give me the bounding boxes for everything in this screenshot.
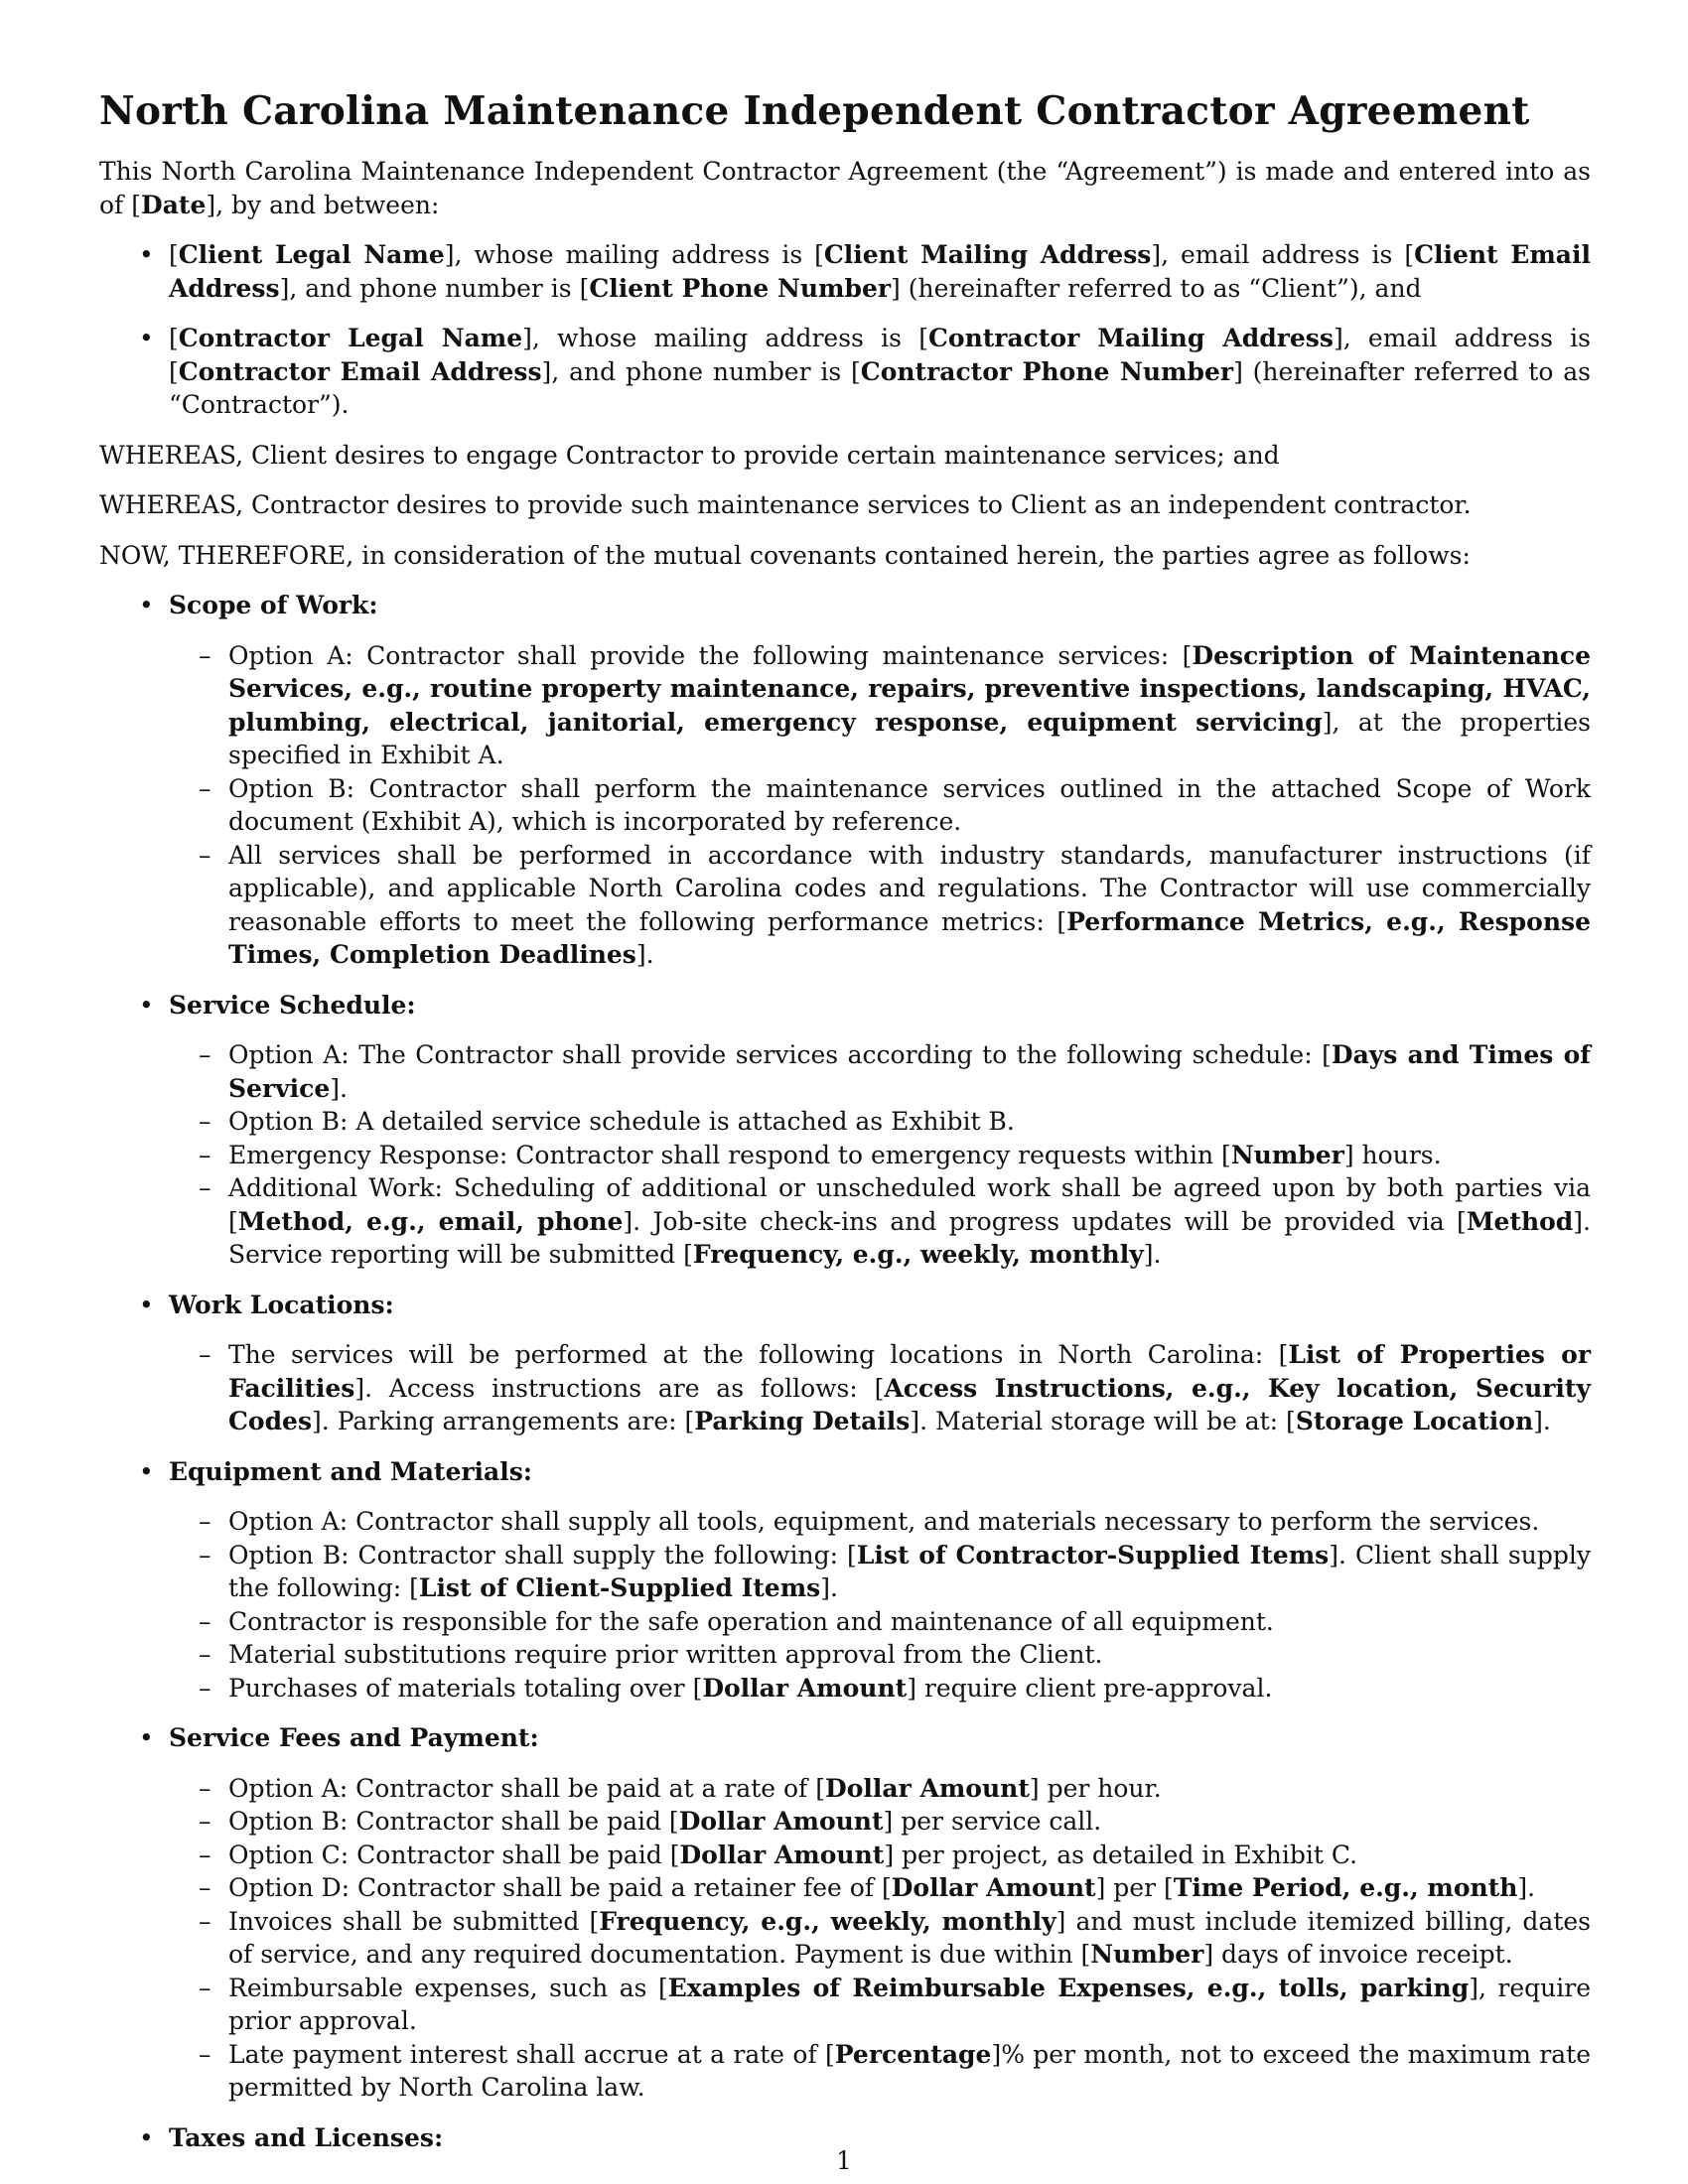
recital-3: NOW, THEREFORE, in consideration of the mutual covenants contained herein, the parties agree as follows:	[99, 540, 1471, 570]
section-scope-of-work	[99, 589, 1591, 972]
list-item: – Purchases of materials totaling over [Dollar Amount] require client pre-approval.	[169, 1672, 1591, 1706]
bullet-icon: •	[139, 1456, 154, 1486]
recital-1: WHEREAS, Client desires to engage Contractor to provide certain maintenance services; and	[99, 440, 1280, 470]
section-fees-payment	[99, 1721, 1591, 2105]
parties-list	[99, 238, 1591, 422]
dash-icon: –	[199, 840, 211, 870]
section-service-schedule	[99, 989, 1591, 1272]
bullet-icon: •	[139, 990, 154, 1020]
dash-icon: –	[199, 1640, 211, 1669]
dash-icon: –	[199, 1673, 211, 1703]
section-title: Taxes and Licenses:	[169, 2122, 444, 2152]
section-equipment-materials	[99, 1455, 1591, 1706]
list-item: – Reimbursable expenses, such as [Examples of Reimbursable Expenses, e.g., tolls, parking], require prior approval.	[199, 1973, 1592, 2035]
bullet-icon: •	[139, 324, 154, 352]
dash-icon: –	[199, 1606, 211, 1636]
section-title: Equipment and Materials:	[169, 1456, 533, 1486]
list-item: – Option B: Contractor shall supply the following: [List of Contractor-Supplied Items]. Client shall supply the following: [List of Client-Supplied Items].	[199, 1540, 1591, 1602]
date-placeholder: Date	[141, 190, 207, 219]
dash-icon: –	[199, 1807, 211, 1836]
dash-icon: –	[199, 1173, 211, 1202]
section-title: Service Fees and Payment:	[169, 1723, 539, 1752]
section-title: Work Locations:	[169, 1290, 394, 1319]
party-client: • [Client Legal Name], whose mailing address is [Client Mailing Address], email address is [Client Email Address], and phone number is [Client Phone Number] (hereinafter referred to as “Client”), and	[139, 240, 1591, 303]
party-contractor: • [Contractor Legal Name], whose mailing address is [Contractor Mailing Address], email address is [Contractor Email Address], and phone number is [Contractor Phone Number] (hereinafter referred to as “Contractor”).	[139, 324, 1591, 419]
list-item: – Option C: Contractor shall be paid [Dollar Amount] per project, as detailed in Exhibit C.	[169, 1839, 1591, 1872]
recital-2: WHEREAS, Contractor desires to provide such maintenance services to Client as an independent contractor.	[99, 490, 1472, 519]
list-item: – The services will be performed at the following locations in North Carolina: [List of Properties or Facilities]. Access instructions are as follows: [Access Instructions, e.g., Key location, Security Codes]. Parking arrangements are: [Parking Details]. Material storage will be at: [Storage Location].	[199, 1340, 1592, 1435]
page-title: North Carolina Maintenance Independent Contractor Agreement	[99, 88, 1530, 134]
list-item: – Option A: Contractor shall supply all tools, equipment, and materials necessary to perform the services.	[169, 1505, 1591, 1539]
list-item: – Option A: Contractor shall provide the following maintenance services: [Description of Maintenance Services, e.g., routine property maintenance, repairs, preventive inspections, landscaping, HVAC, plumbing, electrical, janitorial, emergency response, equipment servicing], at the properties specified in Exhibit A.	[199, 640, 1591, 769]
dash-icon: –	[199, 1773, 211, 1803]
dash-icon: –	[199, 1840, 211, 1869]
list-item: – Option A: The Contractor shall provide services according to the following schedule: [Days and Times of Service].	[199, 1040, 1591, 1103]
bullet-icon: •	[139, 1723, 154, 1752]
list-item: – Option B: A detailed service schedule is attached as Exhibit B.	[169, 1105, 1591, 1139]
list-item: – Contractor is responsible for the safe operation and maintenance of all equipment.	[169, 1605, 1591, 1639]
bullet-icon: •	[139, 1290, 154, 1319]
dash-icon: –	[199, 1973, 211, 2002]
list-item: – Option B: Contractor shall be paid [Dollar Amount] per service call.	[169, 1805, 1591, 1839]
list-item: – Emergency Response: Contractor shall respond to emergency requests within [Number] hours.	[169, 1139, 1591, 1172]
section-work-locations	[99, 1289, 1591, 1438]
section-title: Scope of Work:	[169, 591, 378, 619]
dash-icon: –	[199, 640, 211, 670]
list-item: – Additional Work: Scheduling of additional or unscheduled work shall be agreed upon by both parties via [Method, e.g., email, phone]. Job-site check-ins and progress updates will be provided via [Method]. Service reporting will be submitted [Frequency, e.g., weekly, monthly].	[199, 1173, 1591, 1269]
list-item: – Material substitutions require prior written approval from the Client.	[169, 1638, 1591, 1672]
page-number: 1	[836, 2146, 852, 2175]
list-item: – Late payment interest shall accrue at a rate of [Percentage]% per month, not to exceed the maximum rate permitted by North Carolina law.	[199, 2039, 1591, 2102]
intro-paragraph: This North Carolina Maintenance Independent Contractor Agreement (the “Agreement”) is made and entered into as of [Date], by and between:	[99, 157, 1591, 219]
section-title: Service Schedule:	[169, 990, 416, 1020]
list-item: – All services shall be performed in accordance with industry standards, manufacturer instructions (if applicable), and applicable North Carolina codes and regulations. The Contractor will use commercially reasonable efforts to meet the following performance metrics: [Performance Metrics, e.g., Response Times, Completion Deadlines].	[199, 840, 1591, 969]
list-item: – Option A: Contractor shall be paid at a rate of [Dollar Amount] per hour.	[169, 1772, 1591, 1806]
bullet-icon: •	[139, 591, 154, 619]
dash-icon: –	[199, 773, 211, 803]
dash-icon: –	[199, 1873, 211, 1902]
list-item: – Invoices shall be submitted [Frequency, e.g., weekly, monthly] and must include itemized billing, dates of service, and any required documentation. Payment is due within [Number] days of invoice receipt.	[199, 1906, 1591, 1969]
dash-icon: –	[199, 1140, 211, 1169]
dash-icon: –	[199, 1906, 211, 1936]
list-item: – Option D: Contractor shall be paid a retainer fee of [Dollar Amount] per [Time Period, e.g., month].	[169, 1871, 1591, 1905]
list-item: – Option B: Contractor shall perform the maintenance services outlined in the attached Scope of Work document (Exhibit A), which is incorporated by reference.	[199, 773, 1591, 836]
bullet-icon: •	[139, 2122, 154, 2152]
dash-icon: –	[199, 2039, 211, 2069]
dash-icon: –	[199, 1340, 211, 1369]
dash-icon: –	[199, 1040, 211, 1069]
dash-icon: –	[199, 1107, 211, 1136]
dash-icon: –	[199, 1540, 211, 1570]
bullet-icon: •	[139, 240, 154, 269]
dash-icon: –	[199, 1507, 211, 1536]
document-body	[99, 87, 1591, 2171]
sections-list	[99, 589, 1591, 2154]
